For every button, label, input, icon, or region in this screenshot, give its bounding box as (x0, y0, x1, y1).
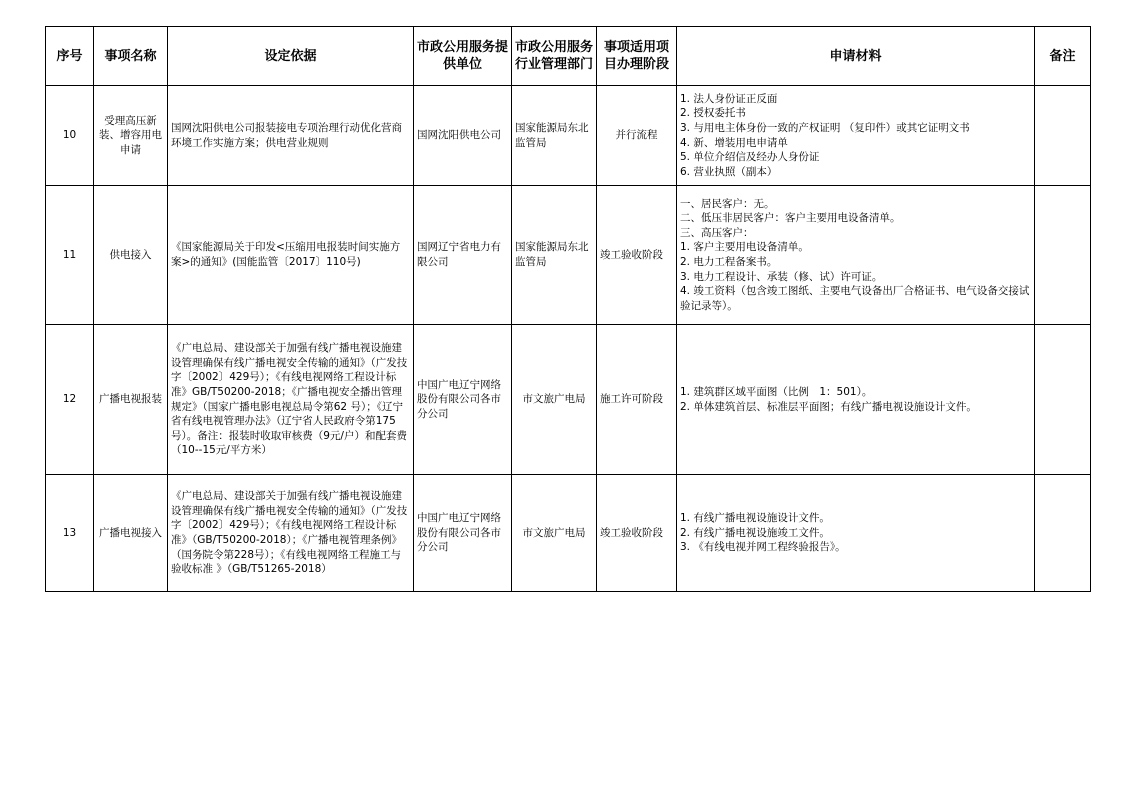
material-line: 4. 新、增装用电申请单 (680, 136, 788, 149)
row-note (1035, 325, 1091, 475)
row-note (1035, 186, 1091, 325)
material-line: 1. 客户主要用电设备清单。 (680, 241, 809, 254)
material-line: 2. 电力工程备案书。 (680, 256, 778, 268)
row-materials (677, 325, 1035, 475)
row-note (1035, 86, 1091, 186)
material-line: 2. 单体建筑首层、标准层平面图；有线广播电视设施设计文件。 (680, 400, 977, 413)
row-item-name: 受理高压新装、增容用电申请 (94, 86, 168, 186)
material-line: 5. 单位介绍信及经办人身份证 (680, 151, 820, 164)
material-line: 三、高压客户： (680, 226, 754, 239)
header-basis: 设定依据 (168, 27, 414, 86)
table-row (46, 325, 1091, 475)
row-seq: 11 (46, 186, 94, 325)
material-line: 1. 建筑群区域平面图（比例 1：501）。 (680, 385, 873, 398)
material-line: 1. 有线广播电视设施设计文件。 (680, 512, 830, 525)
row-stage: 并行流程 (597, 86, 677, 186)
material-line: 1. 法人身份证正反面 (680, 92, 778, 105)
material-line: 6. 营业执照（副本） (680, 165, 778, 178)
row-basis: 《广电总局、建设部关于加强有线广播电视设施建设管理确保有线广播电视安全传输的通知》（广发技字〔2002〕429号）；《有线电视网络工程设计标准》（GB/T50200-2018）；《广播电视管理条例》（国务院令第228号）；《有线电视网络工程施工与验收标准 》（GB/T51265-2018） (168, 475, 414, 592)
row-item-name: 广播电视接入 (94, 475, 168, 592)
material-line: 3. 电力工程设计、承装（修、试）许可证。 (680, 270, 883, 283)
material-line: 二、低压非居民客户：客户主要用电设备清单。 (680, 212, 901, 225)
row-basis: 国网沈阳供电公司报装接电专项治理行动优化营商环境工作实施方案；供电营业规则 (168, 86, 414, 186)
row-dept: 市文旅广电局 (512, 475, 597, 592)
row-basis: 《国家能源局关于印发<压缩用电报装时间实施方案>的通知》(国能监管〔2017〕110号) (168, 186, 414, 325)
row-note (1035, 475, 1091, 592)
material-line: 4. 竣工资料（包含竣工图纸、主要电气设备出厂合格证书、电气设备交接试验记录等）。 (680, 285, 1030, 312)
row-item-name: 供电接入 (94, 186, 168, 325)
header-seq: 序号 (46, 27, 94, 86)
row-materials (677, 475, 1035, 592)
table-row (46, 475, 1091, 592)
row-seq: 12 (46, 325, 94, 475)
row-dept: 国家能源局东北监管局 (512, 86, 597, 186)
row-provider: 国网辽宁省电力有限公司 (414, 186, 512, 325)
header-note: 备注 (1035, 27, 1091, 86)
header-stage: 事项适用项目办理阶段 (597, 27, 677, 86)
header-provider: 市政公用服务提供单位 (414, 27, 512, 86)
row-dept: 市文旅广电局 (512, 325, 597, 475)
material-line: 2. 授权委托书 (680, 107, 746, 120)
row-materials (677, 86, 1035, 186)
material-line: 一、居民客户：无。 (680, 197, 775, 210)
row-dept: 国家能源局东北监管局 (512, 186, 597, 325)
table-row (46, 186, 1091, 325)
header-item-name: 事项名称 (94, 27, 168, 86)
table-header-row (46, 27, 1091, 86)
row-seq: 13 (46, 475, 94, 592)
row-seq: 10 (46, 86, 94, 186)
service-items-table (45, 26, 1091, 592)
material-line: 3. 《有线电视并网工程终验报告》。 (680, 541, 846, 554)
row-materials (677, 186, 1035, 325)
row-stage: 竣工验收阶段 (597, 186, 677, 325)
row-provider: 国网沈阳供电公司 (414, 86, 512, 186)
row-stage: 竣工验收阶段 (597, 475, 677, 592)
row-item-name: 广播电视报装 (94, 325, 168, 475)
header-dept: 市政公用服务行业管理部门 (512, 27, 597, 86)
row-stage: 施工许可阶段 (597, 325, 677, 475)
material-line: 2. 有线广播电视设施竣工文件。 (680, 526, 830, 539)
row-provider: 中国广电辽宁网络股份有限公司各市分公司 (414, 475, 512, 592)
row-provider: 中国广电辽宁网络股份有限公司各市分公司 (414, 325, 512, 475)
header-materials: 申请材料 (677, 27, 1035, 86)
table-row (46, 86, 1091, 186)
row-basis: 《广电总局、建设部关于加强有线广播电视设施建设管理确保有线广播电视安全传输的通知》（广发技字〔2002〕429号）；《有线电视网络工程设计标准》GB/T50200-2018；《广播电视安全播出管理规定》（国家广播电影电视总局令第62 号）；《辽宁省有线电视管理办法》（辽宁省人民政府令第175号）。备注：报装时收取审核费（9元/户）和配套费（10--15元/平方米） (168, 325, 414, 475)
material-line: 3. 与用电主体身份一致的产权证明 （复印件）或其它证明文书 (680, 121, 970, 134)
